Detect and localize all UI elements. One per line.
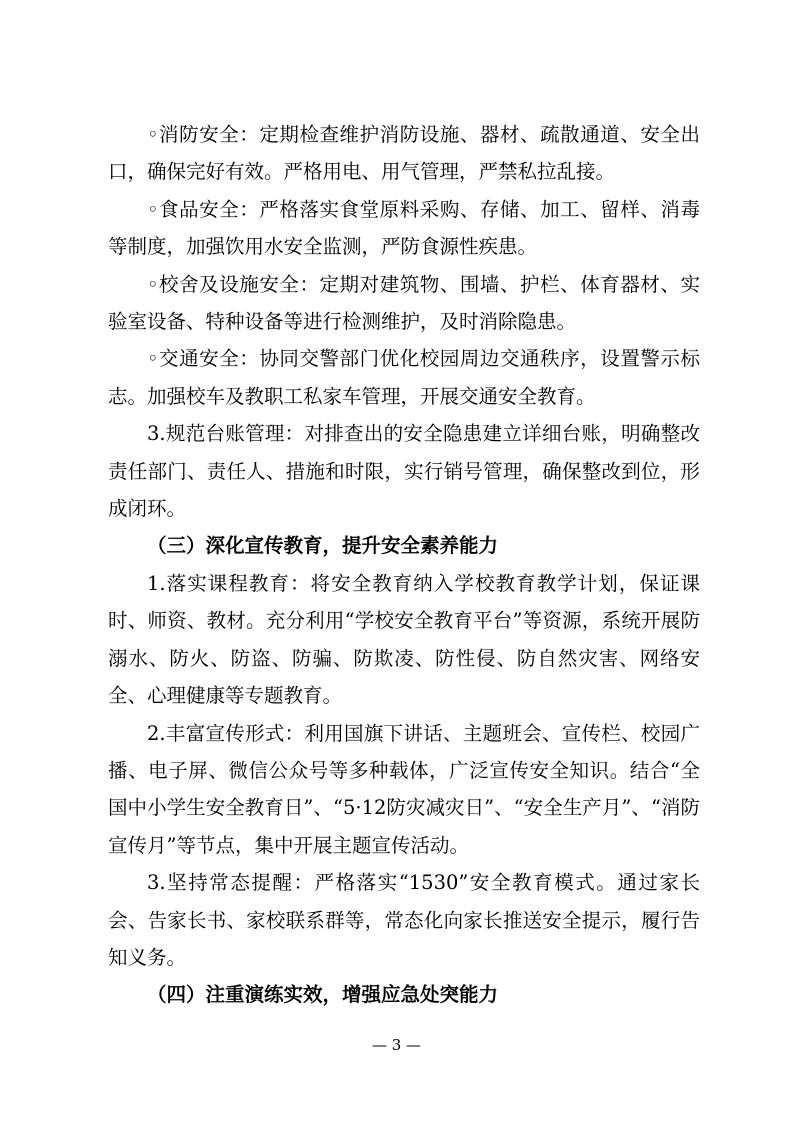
paragraph-traffic-safety: ◦交通安全：协同交警部门优化校园周边交通秩序，设置警示标志。加强校车及教职工私家车管理，开展交通安全教育。 xyxy=(108,347,700,408)
paragraph-building-safety: ◦校舍及设施安全：定期对建筑物、围墙、护栏、体育器材、实验室设备、特种设备等进行检测维护，及时消除隐患。 xyxy=(108,272,700,334)
paragraph-food-safety: ◦食品安全：严格落实食堂原料采购、存储、加工、留样、消毒等制度，加强饮用水安全监测，严防食源性疾患。 xyxy=(108,197,700,259)
paragraph-ledger-management: 3.规范台账管理：对排查出的安全隐患建立详细台账，明确整改责任部门、责任人、措施和时限，实行销号管理，确保整改到位，形成闭环。 xyxy=(108,422,700,521)
page-number: — 3 — xyxy=(371,1036,422,1054)
document-body xyxy=(108,116,700,1014)
paragraph-regular-reminders: 3.坚持常态提醒：严格落实“1530”安全教育模式。通过家长会、告家长书、家校联系群等，常态化向家长推送安全提示，履行告知义务。 xyxy=(108,871,700,969)
section-heading-4: （四）注重演练实效，增强应急处突能力 xyxy=(147,983,499,1007)
section-heading-3: （三）深化宣传教育，提升安全素养能力 xyxy=(147,534,499,558)
paragraph-fire-safety: ◦消防安全：定期检查维护消防设施、器材、疏散通道、安全出口，确保完好有效。严格用电、用气管理，严禁私拉乱接。 xyxy=(108,123,700,184)
paragraph-curriculum-education: 1.落实课程教育：将安全教育纳入学校教育教学计划，保证课时、师资、教材。充分利用“学校安全教育平台”等资源，系统开展防溺水、防火、防盗、防骗、防欺凌、防性侵、防自然灾害、网络安全、心理健康等专题教育。 xyxy=(108,571,700,708)
paragraph-publicity-forms: 2.丰富宣传形式：利用国旗下讲话、主题班会、宣传栏、校园广播、电子屏、微信公众号等多种载体，广泛宣传安全知识。结合“全国中小学生安全教育日”、“5·12防灾减灾日”、“安全生产月”、“消防宣传月”等节点，集中开展主题宣传活动。 xyxy=(108,721,700,857)
